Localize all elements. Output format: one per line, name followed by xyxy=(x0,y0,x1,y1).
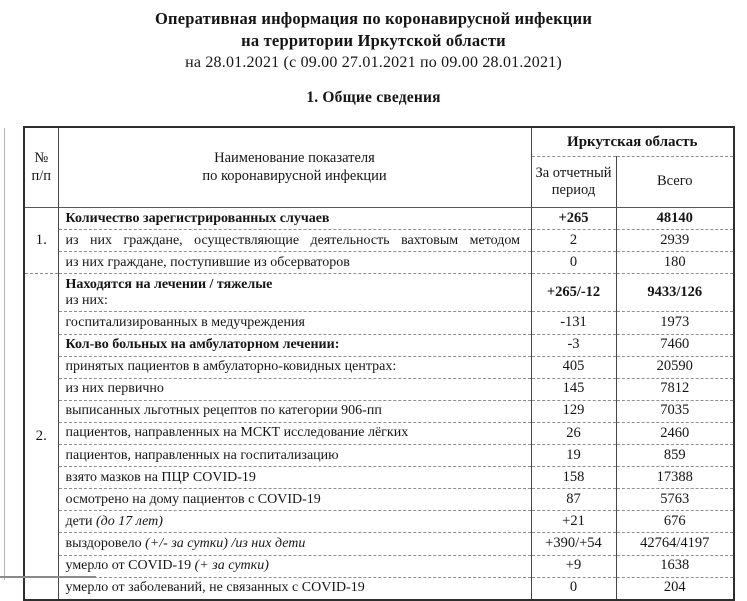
table-row xyxy=(24,400,734,422)
indicator-label-cell: взято мазков на ПЦР COVID-19 xyxy=(58,467,531,489)
period-value-cell: +21 xyxy=(531,511,616,533)
document-title-line1: Оперативная информация по коронавирусной инфекции xyxy=(154,9,593,28)
table-header xyxy=(24,127,734,208)
col-header-region-label: Иркутская область xyxy=(567,133,698,150)
indicator-label-cell: умерло от COVID-19 (+ за сутки) xyxy=(58,555,531,577)
total-value-cell: 20590 xyxy=(616,356,734,378)
total-value-cell: 676 xyxy=(616,511,734,533)
total-value-cell: 204 xyxy=(616,577,734,600)
total-value-cell: 5763 xyxy=(616,489,734,511)
indicator-label-cell: пациентов, направленных на госпитализацию xyxy=(58,445,531,467)
period-value-cell: -3 xyxy=(531,334,616,356)
period-value-cell: +265 xyxy=(531,208,616,230)
period-value-cell: 405 xyxy=(531,356,616,378)
table-row xyxy=(24,208,734,230)
period-value-cell: -131 xyxy=(531,312,616,334)
col-header-total: Всего xyxy=(616,157,734,208)
col-header-num-line2: п/п xyxy=(31,167,52,184)
document-title xyxy=(0,0,747,74)
col-header-period: За отчетный период xyxy=(531,157,616,208)
total-value-cell: 42764/4197 xyxy=(616,533,734,555)
table-body xyxy=(24,208,734,600)
period-value-cell: 0 xyxy=(531,577,616,600)
period-value-cell: 87 xyxy=(531,489,616,511)
period-value-cell: 0 xyxy=(531,252,616,274)
indicator-label-cell: Находятся на лечении / тяжелые из них: xyxy=(58,274,531,312)
total-value-cell: 1638 xyxy=(616,555,734,577)
table-row xyxy=(24,533,734,555)
period-value-cell: 2 xyxy=(531,230,616,252)
period-value-cell: 129 xyxy=(531,400,616,422)
col-header-region xyxy=(531,127,734,157)
covid-report-table xyxy=(23,126,735,601)
col-header-num xyxy=(24,127,58,208)
indicator-label-cell: из них первично xyxy=(58,378,531,400)
table-row xyxy=(24,489,734,511)
total-value-cell: 2939 xyxy=(616,230,734,252)
section-heading: 1. Общие сведения xyxy=(306,89,441,106)
indicator-label-cell: госпитализированных в медучреждения xyxy=(58,312,531,334)
col-header-indicator-line1: Наименование показателя xyxy=(214,150,375,167)
table-row xyxy=(24,378,734,400)
indicator-label-cell: Количество зарегистрированных случаев xyxy=(58,208,531,230)
indicator-label-cell: из них граждане, осуществляющие деятельность вахтовым методом xyxy=(58,230,531,252)
col-header-indicator-line2: по коронавирусной инфекции xyxy=(202,167,387,184)
indicator-label-cell: осмотрено на дому пациентов с COVID-19 xyxy=(58,489,531,511)
total-value-cell: 9433/126 xyxy=(616,274,734,312)
table-row xyxy=(24,467,734,489)
table-row xyxy=(24,555,734,577)
table-row xyxy=(24,356,734,378)
document-title-date-line: на 28.01.2021 (с 09.00 27.01.2021 по 09.00 28.01.2021) xyxy=(185,54,562,71)
indicator-label-cell: выздоровело (+/- за сутки) /из них дети xyxy=(58,533,531,555)
table-row xyxy=(24,334,734,356)
total-value-cell: 1973 xyxy=(616,312,734,334)
table-header-row-region xyxy=(24,127,734,157)
document-title-line2: на территории Иркутской области xyxy=(241,31,506,50)
row-group-number: 1. xyxy=(24,208,58,274)
total-value-cell: 48140 xyxy=(616,208,734,230)
col-header-num-line1: № xyxy=(34,150,49,167)
table-row xyxy=(24,274,734,312)
total-value-cell: 180 xyxy=(616,252,734,274)
period-value-cell: 158 xyxy=(531,467,616,489)
total-value-cell: 2460 xyxy=(616,422,734,444)
total-value-cell: 7035 xyxy=(616,400,734,422)
total-value-cell: 859 xyxy=(616,445,734,467)
total-value-cell: 7460 xyxy=(616,334,734,356)
table-row xyxy=(24,312,734,334)
indicator-label-cell: дети (до 17 лет) xyxy=(58,511,531,533)
table-row xyxy=(24,422,734,444)
indicator-label-cell: из них граждане, поступившие из обсерваторов xyxy=(58,252,531,274)
total-value-cell: 17388 xyxy=(616,467,734,489)
table-row xyxy=(24,511,734,533)
scan-artifact-page-edge xyxy=(4,128,5,580)
row-group-number: 2. xyxy=(24,274,58,600)
indicator-label-cell: выписанных льготных рецептов по категории 906-пп xyxy=(58,400,531,422)
period-value-cell: 145 xyxy=(531,378,616,400)
col-header-indicator xyxy=(58,127,531,208)
table-row xyxy=(24,445,734,467)
table-row xyxy=(24,252,734,274)
table-row xyxy=(24,230,734,252)
indicator-label-cell: пациентов, направленных на МСКТ исследование лёгких xyxy=(58,422,531,444)
total-value-cell: 7812 xyxy=(616,378,734,400)
indicator-label-cell: принятых пациентов в амбулаторно-ковидных центрах: xyxy=(58,356,531,378)
table-row xyxy=(24,577,734,600)
period-value-cell: 26 xyxy=(531,422,616,444)
scan-artifact-next-section-line xyxy=(0,576,96,578)
period-value-cell: 19 xyxy=(531,445,616,467)
indicator-label-cell: Кол-во больных на амбулаторном лечении: xyxy=(58,334,531,356)
period-value-cell: +9 xyxy=(531,555,616,577)
indicator-label-cell: умерло от заболеваний, не связанных с COVID-19 xyxy=(58,577,531,600)
period-value-cell: +265/-12 xyxy=(531,274,616,312)
period-value-cell: +390/+54 xyxy=(531,533,616,555)
